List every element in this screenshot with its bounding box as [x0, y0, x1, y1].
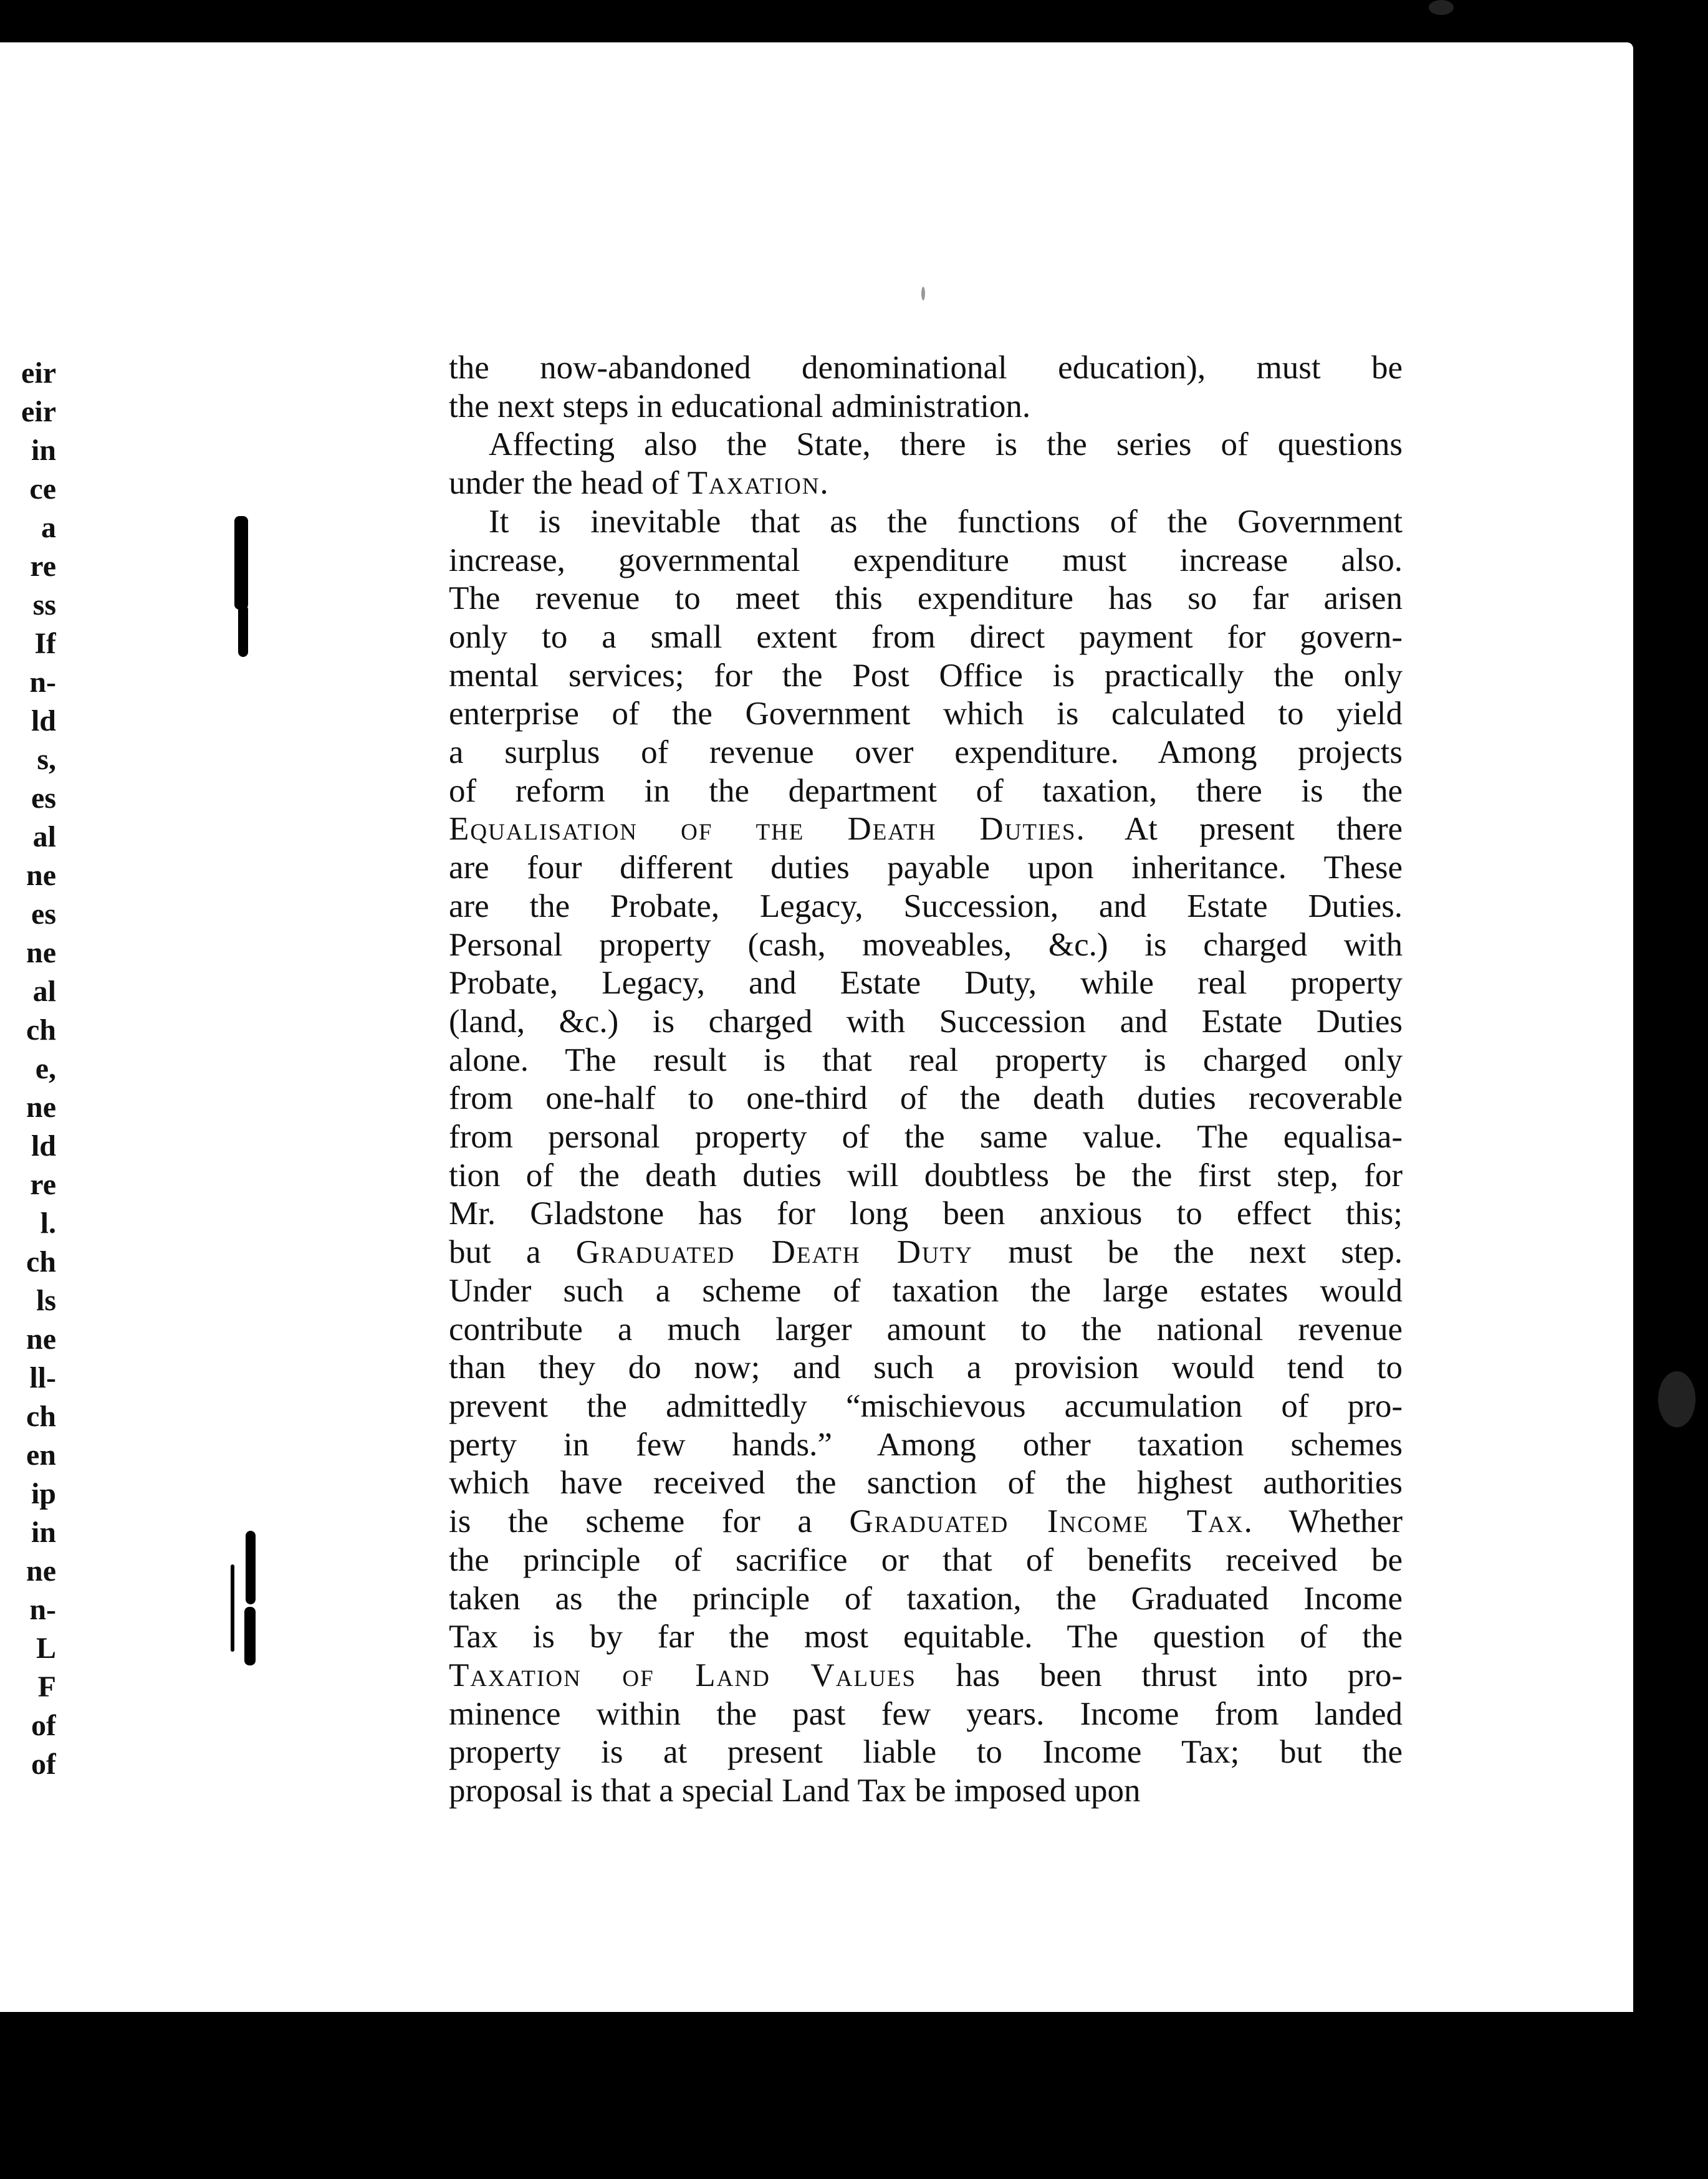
small-caps-term: Graduated Death Duty — [575, 1234, 974, 1271]
margin-fragment: re — [30, 1168, 56, 1201]
scan-speck — [1429, 0, 1454, 15]
text-line — [449, 1580, 1403, 1619]
text-run: must be the next step. — [973, 1234, 1403, 1271]
text-run: . Whether — [1244, 1503, 1403, 1540]
text-run: has been thrust into pro- — [916, 1657, 1403, 1693]
margin-fragment: ce — [29, 472, 56, 505]
text-run: the principle of sacrifice or that of benefits received be — [449, 1541, 1403, 1578]
binding-mark-upper-2 — [238, 605, 248, 657]
text-run: under the head of — [449, 465, 688, 502]
margin-fragment: in — [31, 1516, 56, 1549]
text-run: alone. The result is that real property is charged only — [449, 1042, 1403, 1078]
binding-mark-lower-1 — [246, 1531, 256, 1604]
text-line — [449, 1195, 1403, 1233]
text-run: which have received the sanction of the highest authorities — [449, 1465, 1403, 1501]
previous-page-margin — [0, 354, 56, 1784]
margin-fragment: ld — [31, 1129, 56, 1162]
margin-fragment: en — [26, 1439, 56, 1472]
text-line — [449, 1618, 1403, 1657]
small-caps-term: Taxation of Land Values — [449, 1657, 916, 1693]
margin-fragment: es — [31, 782, 56, 815]
margin-fragment: eir — [21, 357, 56, 390]
text-line — [449, 426, 1403, 464]
text-line — [449, 849, 1403, 888]
text-line — [449, 695, 1403, 734]
text-run: mental services; for the Post Office is practically the only — [449, 657, 1403, 694]
margin-fragment: n- — [29, 666, 56, 699]
margin-fragment: ll- — [29, 1361, 56, 1394]
margin-fragment: of — [31, 1709, 56, 1742]
margin-fragment: n- — [29, 1593, 56, 1626]
text-line — [449, 1426, 1403, 1465]
margin-fragment: ls — [36, 1284, 56, 1317]
binding-mark-upper-1 — [234, 516, 248, 610]
text-line — [449, 1233, 1403, 1272]
text-line — [449, 657, 1403, 696]
text-line — [449, 618, 1403, 657]
text-run: It is inevitable that as the functions of the Government — [489, 503, 1403, 540]
text-run: the now-abandoned denominational education), must be — [449, 350, 1403, 386]
text-line — [449, 503, 1403, 542]
text-line — [449, 1541, 1403, 1580]
text-run: Probate, Legacy, and Estate Duty, while real property — [449, 965, 1403, 1002]
text-run: Under such a scheme of taxation the large estates would — [449, 1272, 1403, 1309]
margin-fragment: eir — [21, 395, 56, 428]
text-line — [449, 1503, 1403, 1541]
text-line — [449, 1695, 1403, 1734]
text-line — [449, 1464, 1403, 1503]
small-caps-term: Graduated Income Tax — [849, 1503, 1244, 1540]
text-run: from personal property of the same value. The equalisa- — [449, 1119, 1403, 1156]
text-line — [449, 388, 1403, 426]
text-line — [449, 1311, 1403, 1349]
text-line — [449, 810, 1403, 849]
margin-fragment: al — [32, 820, 56, 853]
margin-fragment: If — [34, 627, 56, 660]
margin-fragment: ch — [26, 1400, 56, 1433]
text-line — [449, 1387, 1403, 1426]
margin-fragment: F — [37, 1670, 56, 1703]
margin-fragment: ne — [26, 1091, 56, 1124]
text-run: Tax is by far the most equitable. The question of the — [449, 1619, 1403, 1655]
text-run: taken as the principle of taxation, the Graduated Income — [449, 1580, 1403, 1617]
margin-fragment: es — [31, 898, 56, 931]
margin-fragment: s, — [37, 743, 56, 776]
margin-fragment: of — [31, 1748, 56, 1781]
text-run: property is at present liable to Income Tax; but the — [449, 1734, 1403, 1771]
margin-fragment: ip — [31, 1477, 56, 1510]
text-line — [449, 580, 1403, 618]
text-run: a surplus of revenue over expenditure. Among projects — [449, 734, 1403, 771]
text-line — [449, 1042, 1403, 1080]
margin-fragment: ne — [26, 1323, 56, 1356]
scan-speck — [1658, 1371, 1696, 1427]
text-run: proposal is that a special Land Tax be imposed upon — [449, 1773, 1141, 1809]
text-run: Mr. Gladstone has for long been anxious to effect this; — [449, 1195, 1403, 1232]
text-line — [449, 1003, 1403, 1042]
scan-speck — [921, 287, 925, 300]
text-line — [449, 1080, 1403, 1118]
text-run: (land, &c.) is charged with Succession and Estate Duties — [449, 1003, 1403, 1040]
text-run: . At present there — [1076, 811, 1403, 848]
body-text — [449, 349, 1403, 1811]
margin-fragment: ch — [26, 1013, 56, 1046]
text-run: than they do now; and such a provision would tend to — [449, 1349, 1403, 1386]
text-run: prevent the admittedly “mischievous accumulation of pro- — [449, 1387, 1403, 1424]
text-run: but a — [449, 1234, 576, 1271]
margin-fragment: l. — [40, 1207, 56, 1240]
text-line — [449, 772, 1403, 811]
text-run: are four different duties payable upon inheritance. These — [449, 850, 1403, 886]
small-caps-term: Taxation — [687, 465, 820, 502]
binding-mark-lower-3 — [231, 1564, 234, 1652]
text-line — [449, 349, 1403, 388]
text-line — [449, 1118, 1403, 1157]
text-line — [449, 1349, 1403, 1387]
text-run: Personal property (cash, moveables, &c.) is charged with — [449, 926, 1403, 963]
text-run: Affecting also the State, there is the series of questions — [489, 426, 1403, 463]
margin-fragment: ss — [32, 588, 56, 621]
text-run: of reform in the department of taxation, there is the — [449, 772, 1403, 809]
text-line — [449, 888, 1403, 926]
margin-fragment: a — [41, 511, 56, 544]
margin-fragment: ne — [26, 859, 56, 892]
text-line — [449, 1772, 1403, 1811]
text-line — [449, 1733, 1403, 1772]
text-run: contribute a much larger amount to the national revenue — [449, 1311, 1403, 1348]
margin-fragment: ne — [26, 936, 56, 969]
text-run: increase, governmental expenditure must increase also. — [449, 542, 1403, 578]
text-line — [449, 542, 1403, 580]
margin-fragment: in — [31, 434, 56, 467]
text-run: enterprise of the Government which is calculated to yield — [449, 696, 1403, 732]
text-run: . — [820, 465, 828, 502]
margin-fragment: al — [32, 975, 56, 1008]
text-line — [449, 1657, 1403, 1695]
text-run: is the scheme for a — [449, 1503, 850, 1540]
text-run: from one-half to one-third of the death duties recoverable — [449, 1080, 1403, 1117]
text-line — [449, 464, 1403, 503]
text-line — [449, 1157, 1403, 1195]
text-run: the next steps in educational administration. — [449, 388, 1031, 424]
text-run: tion of the death duties will doubtless be the first step, for — [449, 1157, 1403, 1194]
text-line — [449, 926, 1403, 965]
margin-fragment: L — [36, 1632, 56, 1665]
binding-mark-lower-2 — [244, 1607, 256, 1665]
text-line — [449, 734, 1403, 772]
margin-fragment: e, — [35, 1052, 56, 1085]
small-caps-term: Equalisation of the Death Duties — [449, 811, 1077, 848]
margin-fragment: ne — [26, 1554, 56, 1588]
margin-fragment: re — [30, 550, 56, 583]
text-run: minence within the past few years. Income from landed — [449, 1695, 1403, 1732]
margin-fragment: ld — [31, 704, 56, 737]
text-run: only to a small extent from direct payment for govern- — [449, 618, 1403, 655]
text-run: The revenue to meet this expenditure has so far arisen — [449, 580, 1403, 617]
text-line — [449, 964, 1403, 1003]
text-line — [449, 1272, 1403, 1311]
margin-fragment: ch — [26, 1245, 56, 1278]
text-run: are the Probate, Legacy, Succession, and Estate Duties. — [449, 888, 1403, 924]
text-run: perty in few hands.” Among other taxation schemes — [449, 1426, 1403, 1463]
